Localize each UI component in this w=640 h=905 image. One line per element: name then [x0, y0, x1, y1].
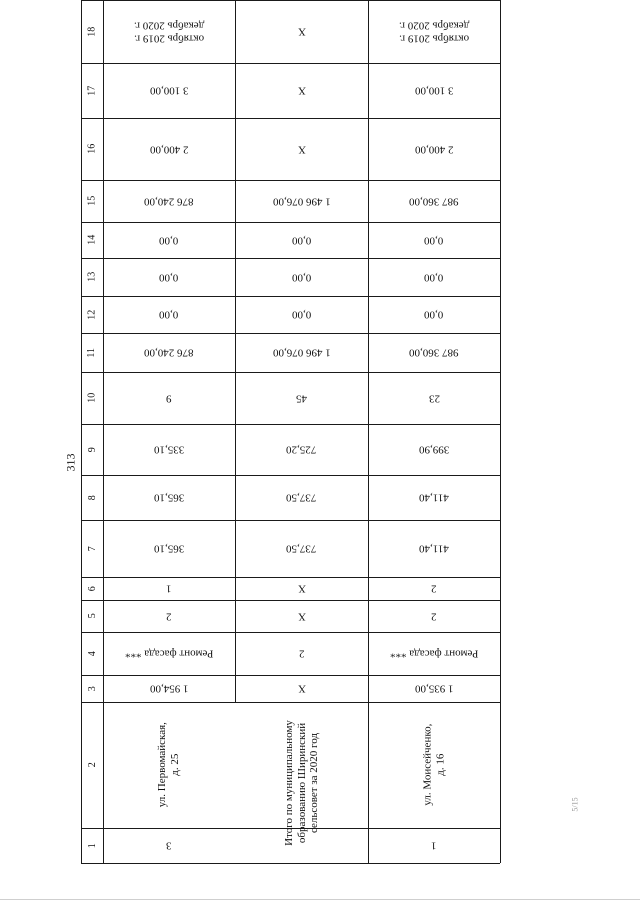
cell-row-c-col-17	[368, 63, 500, 118]
column-number	[81, 0, 103, 63]
cell-row-a-col-7	[103, 520, 235, 577]
cell-row-c-col-16	[368, 118, 500, 180]
cell-row-b-col-8	[235, 475, 368, 520]
cell-row-c-col-10-text: 23	[428, 392, 440, 405]
column-number-text: 17	[86, 85, 98, 96]
cell-row-c-col-3-text: 1 935,00	[414, 682, 454, 695]
cell-row-a-col-5-text: 2	[166, 610, 172, 623]
cell-row-c-col-3	[368, 675, 500, 702]
cell-row-b-col-6-text: X	[297, 582, 306, 595]
cell-row-c-col-7	[368, 520, 500, 577]
column-number	[81, 258, 103, 296]
table-vline	[500, 0, 501, 863]
cell-row-c-col-1	[368, 828, 500, 863]
cell-row-b-summary-text: Итого по муниципальному образованию Ширинский сельсовет за 2020 год	[282, 719, 320, 846]
cell-row-a-col-18	[103, 0, 235, 63]
column-number-text: 8	[86, 495, 98, 500]
cell-row-a-col-18-text: октябрь 2019 г. декабрь 2020 г.	[133, 19, 205, 45]
column-number-text: 1	[86, 843, 98, 848]
cell-row-a-col-9	[103, 424, 235, 475]
cell-row-c-col-11-text: 987 360,00	[409, 346, 459, 359]
cell-row-b-col-15	[235, 180, 368, 222]
cell-row-c-col-5-text: 2	[431, 610, 437, 623]
cell-row-c-col-8-text: 411,40	[419, 491, 449, 504]
cell-row-a-col-9-text: 335,10	[153, 443, 185, 456]
cell-row-c-col-14-text: 0,00	[424, 234, 444, 247]
cell-row-a-col-7-text: 365,10	[153, 542, 185, 555]
column-number-text: 11	[86, 347, 98, 358]
column-number-text: 10	[86, 393, 98, 403]
cell-row-c-col-14	[368, 222, 500, 258]
column-number-text: 12	[86, 309, 98, 320]
cell-row-c-col-2	[368, 702, 500, 828]
column-number	[81, 296, 103, 333]
cell-row-a-col-17-text: 3 100,00	[149, 84, 189, 97]
cell-row-a-col-14-text: 0,00	[159, 234, 179, 247]
cell-row-a-col-3	[103, 675, 235, 702]
cell-row-a-col-14	[103, 222, 235, 258]
cell-row-b-col-12-text: 0,00	[291, 308, 312, 321]
cell-row-a-col-15	[103, 180, 235, 222]
column-number-text: 13	[86, 272, 98, 282]
cell-row-c-col-15	[368, 180, 500, 222]
column-number	[81, 577, 103, 600]
cell-row-c-col-4-text: Ремонт фасада ***	[389, 647, 479, 660]
cell-row-a-col-2	[103, 702, 235, 828]
cell-row-c-col-6	[368, 577, 500, 600]
column-number	[81, 520, 103, 577]
column-number-text: 5	[86, 613, 98, 619]
cell-row-b-col-14	[235, 222, 368, 258]
cell-row-a-col-12-text: 0,00	[159, 308, 179, 321]
cell-row-a-col-2-text: ул. Первомайская, д. 25	[156, 722, 181, 808]
cell-row-b-col-11-text: 1 496 076,00	[272, 346, 331, 359]
column-number-text: 7	[86, 546, 98, 551]
cell-row-b-col-16-text: X	[297, 143, 306, 156]
cell-row-a-col-4	[103, 632, 235, 675]
column-number-text: 16	[86, 144, 98, 154]
cell-row-b-col-9	[235, 424, 368, 475]
cell-row-b-col-13	[235, 258, 368, 296]
cell-row-b-col-13-text: 0,00	[291, 271, 312, 284]
cell-row-b-summary	[235, 702, 368, 863]
cell-row-b-col-11	[235, 333, 368, 372]
column-number	[81, 600, 103, 632]
page-number: 313	[63, 453, 78, 471]
column-number	[81, 702, 103, 828]
table-hline	[81, 863, 500, 864]
cell-row-b-col-16	[235, 118, 368, 180]
cell-row-a-col-10	[103, 372, 235, 424]
column-number	[81, 424, 103, 475]
column-number	[81, 180, 103, 222]
cell-row-a-col-1	[103, 828, 235, 863]
cell-row-b-col-10-text: 45	[296, 392, 307, 405]
cell-row-b-col-4-text: 2	[298, 647, 305, 660]
column-number	[81, 675, 103, 702]
cell-row-b-col-17-text: X	[297, 84, 306, 97]
column-number	[81, 222, 103, 258]
cell-row-a-col-13-text: 0,00	[159, 271, 179, 284]
column-number-text: 9	[86, 447, 98, 452]
cell-row-b-col-8-text: 737,50	[286, 491, 317, 504]
cell-row-c-col-9	[368, 424, 500, 475]
cell-row-a-col-12	[103, 296, 235, 333]
cell-row-b-col-7	[235, 520, 368, 577]
cell-row-a-col-13	[103, 258, 235, 296]
cell-row-a-col-4-text: Ремонт фасада ***	[124, 647, 214, 660]
cell-row-c-col-11	[368, 333, 500, 372]
cell-row-b-col-17	[235, 63, 368, 118]
column-number-text: 6	[86, 586, 98, 591]
cell-row-b-col-18	[235, 0, 368, 63]
cell-row-c-col-9-text: 399,90	[418, 443, 450, 456]
cell-row-b-col-18-text: X	[297, 25, 306, 38]
column-number	[81, 632, 103, 675]
cell-row-b-col-9-text: 725,20	[286, 443, 317, 456]
cell-row-c-col-10	[368, 372, 500, 424]
cell-row-b-col-3-text: X	[297, 682, 306, 695]
cell-row-c-col-4	[368, 632, 500, 675]
cell-row-a-col-17	[103, 63, 235, 118]
column-number-text: 3	[86, 686, 98, 691]
cell-row-b-col-4	[235, 632, 368, 675]
cell-row-a-col-8	[103, 475, 235, 520]
scan-mark: 5/15	[570, 797, 580, 812]
column-number	[81, 372, 103, 424]
column-number	[81, 118, 103, 180]
cell-row-c-col-18	[368, 0, 500, 63]
cell-row-c-col-7-text: 411,40	[419, 542, 449, 555]
cell-row-b-col-3	[235, 675, 368, 702]
cell-row-b-col-10	[235, 372, 368, 424]
column-number	[81, 475, 103, 520]
cell-row-c-col-8	[368, 475, 500, 520]
cell-row-a-col-15-text: 876 240,00	[144, 195, 194, 208]
column-number-text: 18	[86, 26, 98, 37]
cell-row-c-col-18-text: октябрь 2019 г. декабрь 2020 г.	[398, 19, 470, 45]
cell-row-b-col-12	[235, 296, 368, 333]
cell-row-b-col-7-text: 737,50	[286, 542, 317, 555]
cell-row-c-col-17-text: 3 100,00	[414, 84, 454, 97]
column-number-text: 4	[86, 651, 98, 656]
column-number	[81, 333, 103, 372]
column-number	[81, 63, 103, 118]
cell-row-c-col-12-text: 0,00	[424, 308, 444, 321]
cell-row-c-col-15-text: 987 360,00	[409, 195, 459, 208]
cell-row-c-col-13	[368, 258, 500, 296]
column-number-text: 2	[86, 762, 98, 768]
cell-row-b-col-5	[235, 600, 368, 632]
column-number	[81, 828, 103, 863]
cell-row-a-col-11-text: 876 240,00	[144, 346, 194, 359]
cell-row-b-col-15-text: 1 496 076,00	[272, 195, 331, 208]
cell-row-c-col-1-text: 1	[431, 839, 437, 852]
cell-row-c-col-12	[368, 296, 500, 333]
cell-row-b-col-6	[235, 577, 368, 600]
cell-row-c-col-5	[368, 600, 500, 632]
cell-row-b-col-14-text: 0,00	[291, 234, 312, 247]
cell-row-a-col-16-text: 2 400,00	[149, 143, 189, 156]
page-bottom-rule	[0, 899, 640, 900]
cell-row-a-col-6-text: 1	[166, 582, 172, 595]
cell-row-a-col-10-text: 9	[166, 392, 172, 405]
cell-row-a-col-3-text: 1 954,00	[149, 682, 189, 695]
cell-row-a-col-8-text: 365,10	[153, 491, 185, 504]
cell-row-c-col-16-text: 2 400,00	[414, 143, 454, 156]
cell-row-a-col-11	[103, 333, 235, 372]
cell-row-a-col-16	[103, 118, 235, 180]
column-number-text: 14	[86, 235, 98, 245]
cell-row-a-col-1-text: 3	[166, 839, 172, 852]
cell-row-b-col-5-text: X	[297, 610, 306, 623]
cell-row-a-col-5	[103, 600, 235, 632]
cell-row-c-col-2-text: ул. Моисейченко, д. 16	[421, 723, 446, 807]
cell-row-c-col-6-text: 2	[431, 582, 437, 595]
column-number-text: 15	[86, 196, 98, 206]
cell-row-a-col-6	[103, 577, 235, 600]
cell-row-c-col-13-text: 0,00	[424, 271, 444, 284]
